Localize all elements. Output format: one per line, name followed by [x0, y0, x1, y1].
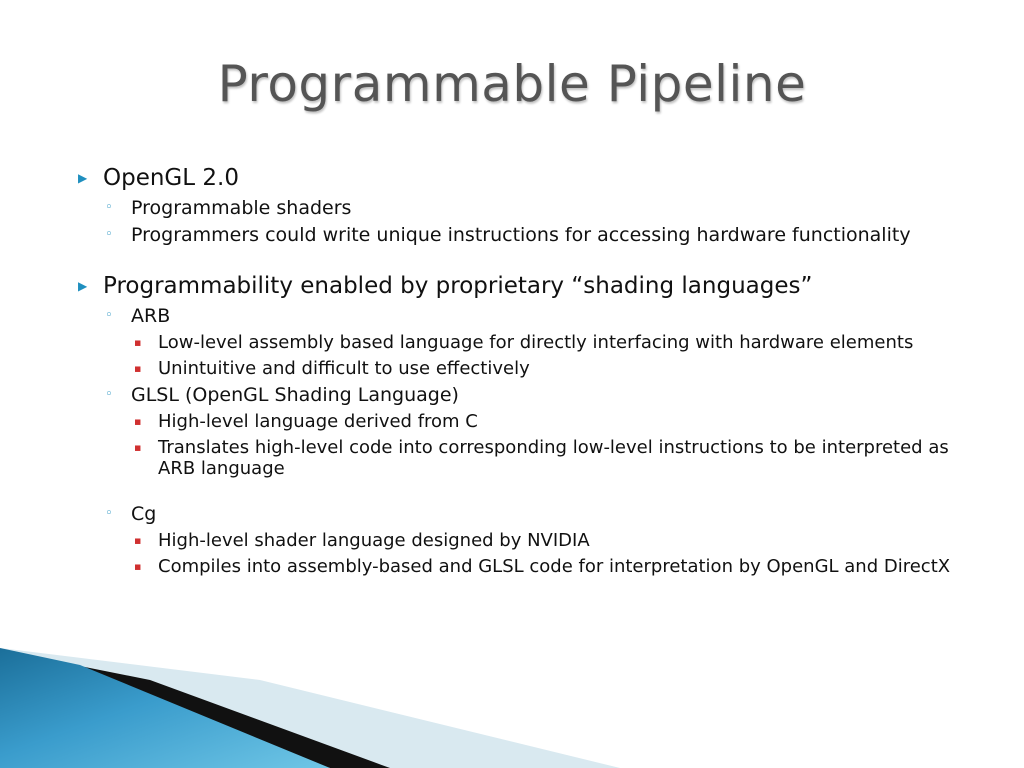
triangle-bullet-icon: ▶ — [78, 171, 88, 185]
bullet-level3 — [131, 332, 974, 353]
bullet-level3 — [131, 530, 974, 551]
square-bullet-icon: ▪ — [134, 336, 142, 349]
bullet-text: Programmers could write unique instructions for accessing hardware functionality — [131, 224, 911, 246]
bullet-level1-opengl — [74, 164, 974, 192]
square-bullet-icon: ▪ — [134, 415, 142, 428]
bullet-text: Low-level assembly based language for directly interfacing with hardware elements — [158, 332, 914, 353]
swoosh-light-band — [0, 648, 620, 768]
bullet-text: Translates high-level code into corresponding low-level instructions to be interpreted as ARB language — [158, 437, 949, 479]
square-bullet-icon: ▪ — [134, 441, 142, 454]
bullet-level2 — [103, 224, 974, 246]
bullet-level2-arb — [103, 305, 974, 327]
bullet-level3 — [131, 411, 974, 432]
circle-bullet-icon: ◦ — [105, 200, 113, 215]
bullet-level3 — [131, 437, 974, 479]
bullet-text: High-level language derived from C — [158, 411, 478, 432]
circle-bullet-icon: ◦ — [105, 506, 113, 521]
bullet-text-suffix: (OpenGL Shading Language) — [178, 384, 459, 406]
square-bullet-icon: ▪ — [134, 534, 142, 547]
bullet-text: High-level shader language designed by NVIDIA — [158, 530, 590, 551]
swoosh-black-band — [0, 650, 390, 768]
square-bullet-icon: ▪ — [134, 560, 142, 573]
bullet-text: OpenGL 2.0 — [103, 165, 239, 191]
triangle-bullet-icon: ▶ — [78, 279, 88, 293]
bullet-level2 — [103, 197, 974, 219]
bullet-text: Compiles into assembly-based and GLSL code for interpretation by OpenGL and DirectX — [158, 556, 951, 577]
bullet-level1-shading-languages — [74, 272, 974, 300]
square-bullet-icon: ▪ — [134, 362, 142, 375]
circle-bullet-icon: ◦ — [105, 308, 113, 323]
swoosh-blue-band — [0, 648, 330, 768]
bullet-text: Cg — [131, 503, 157, 525]
circle-bullet-icon: ◦ — [105, 387, 113, 402]
bullet-text: Programmability enabled by proprietary “shading languages” — [103, 273, 813, 299]
bullet-text: GLSL — [131, 384, 179, 406]
bullet-text: ARB — [131, 305, 171, 327]
bullet-level2-glsl — [103, 384, 974, 406]
slide-title: Programmable Pipeline — [217, 55, 807, 113]
bullet-list — [74, 164, 974, 577]
bullet-text: Programmable shaders — [131, 197, 352, 219]
bullet-text: Unintuitive and difficult to use effectively — [158, 358, 530, 379]
bullet-level2-cg — [103, 503, 974, 525]
bullet-level3 — [131, 556, 974, 577]
bullet-level3 — [131, 358, 974, 379]
circle-bullet-icon: ◦ — [105, 227, 113, 242]
